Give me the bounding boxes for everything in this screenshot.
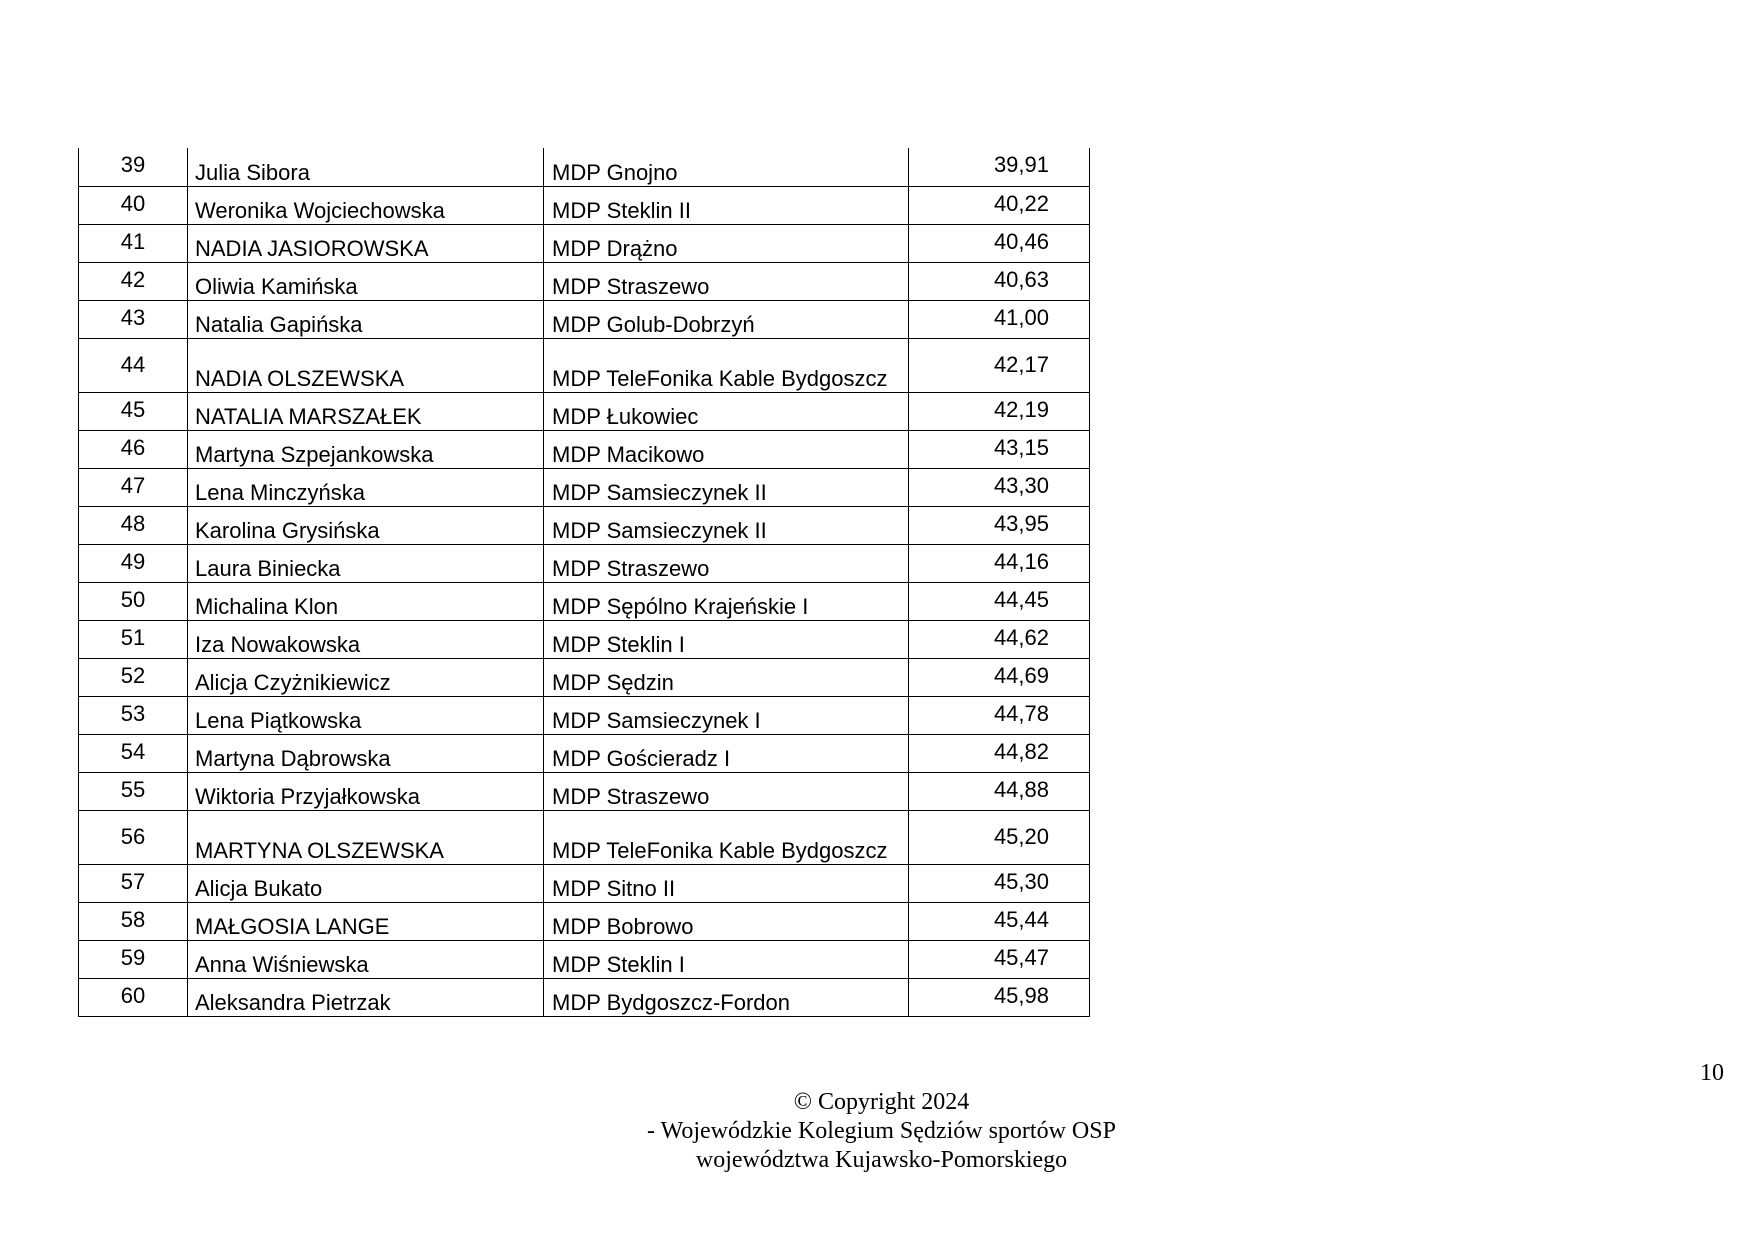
place-cell: 53 — [79, 696, 188, 734]
name-cell: Weronika Wojciechowska — [188, 186, 544, 224]
place-cell: 56 — [79, 810, 188, 864]
name-cell: MAŁGOSIA LANGE — [188, 902, 544, 940]
name-cell: Aleksandra Pietrzak — [188, 978, 544, 1016]
time-cell: 42,17 — [909, 338, 1090, 392]
team-cell: MDP Straszewo — [544, 262, 909, 300]
name-cell: NADIA JASIOROWSKA — [188, 224, 544, 262]
team-cell: MDP Gościeradz I — [544, 734, 909, 772]
name-cell: MARTYNA OLSZEWSKA — [188, 810, 544, 864]
table-row — [79, 468, 1090, 506]
table-row — [79, 224, 1090, 262]
name-cell: Alicja Czyżnikiewicz — [188, 658, 544, 696]
place-cell: 58 — [79, 902, 188, 940]
copyright-line: © Copyright 2024 — [793, 1089, 970, 1115]
place-cell: 57 — [79, 864, 188, 902]
name-cell: Natalia Gapińska — [188, 300, 544, 338]
place-cell: 52 — [79, 658, 188, 696]
name-cell: Karolina Grysińska — [188, 506, 544, 544]
name-cell: Julia Sibora — [188, 148, 544, 186]
time-cell: 45,20 — [909, 810, 1090, 864]
time-cell: 45,44 — [909, 902, 1090, 940]
place-cell: 39 — [79, 148, 188, 186]
time-cell: 40,46 — [909, 224, 1090, 262]
place-cell: 50 — [79, 582, 188, 620]
table-row — [79, 392, 1090, 430]
table-row — [79, 940, 1090, 978]
name-cell: Iza Nowakowska — [188, 620, 544, 658]
team-cell: MDP Golub-Dobrzyń — [544, 300, 909, 338]
place-cell: 42 — [79, 262, 188, 300]
table-row — [79, 506, 1090, 544]
time-cell: 40,63 — [909, 262, 1090, 300]
place-cell: 54 — [79, 734, 188, 772]
team-cell: MDP Bydgoszcz-Fordon — [544, 978, 909, 1016]
time-cell: 43,15 — [909, 430, 1090, 468]
table-row — [79, 430, 1090, 468]
table-row — [79, 262, 1090, 300]
table-row — [79, 620, 1090, 658]
time-cell: 44,88 — [909, 772, 1090, 810]
table-row — [79, 544, 1090, 582]
team-cell: MDP Sępólno Krajeńskie I — [544, 582, 909, 620]
name-cell: Lena Minczyńska — [188, 468, 544, 506]
table-row — [79, 864, 1090, 902]
team-cell: MDP Straszewo — [544, 544, 909, 582]
team-cell: MDP TeleFonika Kable Bydgoszcz — [544, 810, 909, 864]
place-cell: 59 — [79, 940, 188, 978]
table-row — [79, 696, 1090, 734]
table-row — [79, 186, 1090, 224]
team-cell: MDP Sędzin — [544, 658, 909, 696]
time-cell: 41,00 — [909, 300, 1090, 338]
name-cell: NATALIA MARSZAŁEK — [188, 392, 544, 430]
time-cell: 40,22 — [909, 186, 1090, 224]
team-cell: MDP Samsieczynek II — [544, 506, 909, 544]
table-row — [79, 734, 1090, 772]
name-cell: Michalina Klon — [188, 582, 544, 620]
team-cell: MDP Steklin I — [544, 940, 909, 978]
name-cell: Lena Piątkowska — [188, 696, 544, 734]
time-cell: 44,45 — [909, 582, 1090, 620]
place-cell: 41 — [79, 224, 188, 262]
place-cell: 46 — [79, 430, 188, 468]
place-cell: 43 — [79, 300, 188, 338]
table-row — [79, 902, 1090, 940]
results-table — [78, 148, 1090, 1017]
table-row — [79, 148, 1090, 186]
table-row — [79, 810, 1090, 864]
time-cell: 45,47 — [909, 940, 1090, 978]
name-cell: Laura Biniecka — [188, 544, 544, 582]
name-cell: Martyna Szpejankowska — [188, 430, 544, 468]
name-cell: Martyna Dąbrowska — [188, 734, 544, 772]
team-cell: MDP Drążno — [544, 224, 909, 262]
time-cell: 43,30 — [909, 468, 1090, 506]
time-cell: 45,98 — [909, 978, 1090, 1016]
time-cell: 39,91 — [909, 148, 1090, 186]
place-cell: 60 — [79, 978, 188, 1016]
name-cell: Alicja Bukato — [188, 864, 544, 902]
region-line: województwa Kujawsko-Pomorskiego — [695, 1147, 1068, 1173]
time-cell: 45,30 — [909, 864, 1090, 902]
team-cell: MDP Samsieczynek II — [544, 468, 909, 506]
place-cell: 49 — [79, 544, 188, 582]
team-cell: MDP Macikowo — [544, 430, 909, 468]
team-cell: MDP Sitno II — [544, 864, 909, 902]
team-cell: MDP Steklin II — [544, 186, 909, 224]
organization-line: - Wojewódzkie Kolegium Sędziów sportów OSP — [647, 1118, 1116, 1144]
table-row — [79, 582, 1090, 620]
time-cell: 44,62 — [909, 620, 1090, 658]
table-row — [79, 658, 1090, 696]
team-cell: MDP Bobrowo — [544, 902, 909, 940]
table-row — [79, 300, 1090, 338]
team-cell: MDP Gnojno — [544, 148, 909, 186]
table-row — [79, 338, 1090, 392]
copyright-footer — [500, 1088, 1263, 1175]
place-cell: 48 — [79, 506, 188, 544]
table-row — [79, 772, 1090, 810]
place-cell: 45 — [79, 392, 188, 430]
page-number: 10 — [1700, 1060, 1724, 1086]
team-cell: MDP Straszewo — [544, 772, 909, 810]
place-cell: 44 — [79, 338, 188, 392]
place-cell: 40 — [79, 186, 188, 224]
team-cell: MDP Samsieczynek I — [544, 696, 909, 734]
time-cell: 43,95 — [909, 506, 1090, 544]
table-row — [79, 978, 1090, 1016]
name-cell: Anna Wiśniewska — [188, 940, 544, 978]
team-cell: MDP Steklin I — [544, 620, 909, 658]
name-cell: Oliwia Kamińska — [188, 262, 544, 300]
time-cell: 44,16 — [909, 544, 1090, 582]
time-cell: 44,82 — [909, 734, 1090, 772]
time-cell: 44,78 — [909, 696, 1090, 734]
time-cell: 42,19 — [909, 392, 1090, 430]
team-cell: MDP Łukowiec — [544, 392, 909, 430]
place-cell: 51 — [79, 620, 188, 658]
place-cell: 47 — [79, 468, 188, 506]
name-cell: NADIA OLSZEWSKA — [188, 338, 544, 392]
name-cell: Wiktoria Przyjałkowska — [188, 772, 544, 810]
time-cell: 44,69 — [909, 658, 1090, 696]
team-cell: MDP TeleFonika Kable Bydgoszcz — [544, 338, 909, 392]
place-cell: 55 — [79, 772, 188, 810]
